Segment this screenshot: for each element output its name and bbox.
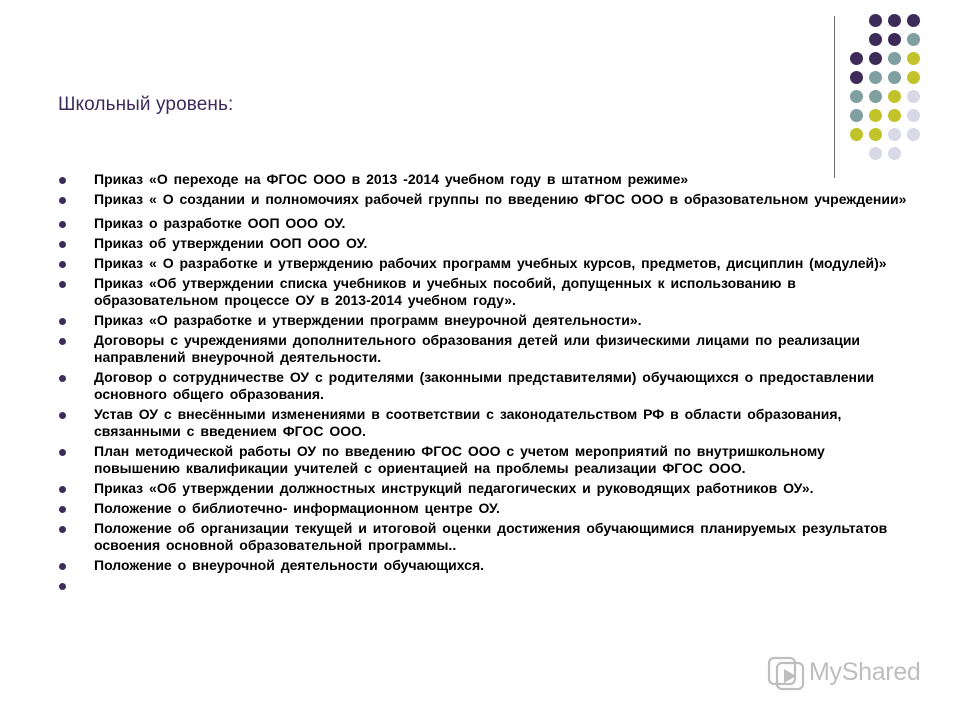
bullet-text: Положение о библиотечно- информационном центре ОУ. — [94, 500, 500, 516]
myshared-logo-icon — [766, 652, 806, 692]
slide-title: Школьный уровень: — [58, 94, 234, 115]
decor-dot — [907, 33, 920, 46]
bullet-icon — [59, 563, 66, 570]
vertical-divider — [834, 16, 835, 178]
bullet-icon — [59, 221, 66, 228]
dot-grid-decoration-icon — [850, 14, 950, 154]
decor-dot — [850, 52, 863, 65]
bullet-item — [56, 500, 916, 517]
bullet-icon — [59, 449, 66, 456]
bullet-icon — [59, 486, 66, 493]
decor-dot — [850, 90, 863, 103]
decor-dot — [907, 14, 920, 27]
bullet-item — [56, 255, 916, 272]
decor-dot — [888, 147, 901, 160]
bullet-text: Положение о внеурочной деятельности обучающихся. — [94, 557, 485, 573]
decor-dot — [907, 109, 920, 122]
bullet-item — [56, 369, 916, 403]
decor-dot — [888, 14, 901, 27]
bullet-icon — [59, 318, 66, 325]
decor-dot — [869, 52, 882, 65]
bullet-icon — [59, 412, 66, 419]
decor-dot — [869, 109, 882, 122]
bullet-icon — [59, 177, 66, 184]
bullet-icon — [59, 526, 66, 533]
bullet-text: Приказ «О переходе на ФГОС ООО в 2013 -2014 учебном году в штатном режиме» — [94, 171, 689, 187]
decor-dot — [907, 90, 920, 103]
decor-dot — [888, 71, 901, 84]
bullet-text: Положение об организации текущей и итоговой оценки достижения обучающимися планируемых результатов освоения основной образовательной программы.. — [94, 520, 888, 553]
bullet-item — [56, 275, 916, 309]
bullet-icon — [59, 241, 66, 248]
bullet-text: Устав ОУ с внесёнными изменениями в соответствии с законодательством РФ в области образования, связанными с введением ФГОС ООО. — [94, 406, 842, 439]
decor-dot — [850, 71, 863, 84]
bullet-item — [56, 332, 916, 366]
bullet-item — [56, 406, 916, 440]
bullet-text: Приказ «Об утверждении должностных инструкций педагогических и руководящих работников ОУ». — [94, 480, 814, 496]
decor-dot — [869, 71, 882, 84]
bullet-icon — [59, 506, 66, 513]
decor-dot — [907, 71, 920, 84]
bullet-text: Приказ « О создании и полномочиях рабочей группы по введению ФГОС ООО в образовательном учреждении» — [94, 191, 907, 207]
decor-dot — [888, 109, 901, 122]
decor-dot — [850, 109, 863, 122]
bullet-icon — [59, 583, 66, 590]
decor-dot — [888, 33, 901, 46]
bullet-icon — [59, 338, 66, 345]
bullet-text: Приказ о разработке ООП ООО ОУ. — [94, 215, 346, 231]
bullet-item — [56, 235, 916, 252]
watermark-text: MyShared — [809, 657, 921, 686]
bullet-text: Приказ об утверждении ООП ООО ОУ. — [94, 235, 368, 251]
decor-dot — [869, 14, 882, 27]
bullet-item — [56, 443, 916, 477]
bullet-text: Приказ «О разработке и утверждении программ внеурочной деятельности». — [94, 312, 642, 328]
decor-dot — [888, 90, 901, 103]
bullet-text: Договоры с учреждениями дополнительного образования детей или физическими лицами по реализации направлений внеурочной деятельности. — [94, 332, 861, 365]
decor-dot — [869, 147, 882, 160]
decor-dot — [888, 52, 901, 65]
decor-dot — [850, 128, 863, 141]
bullet-item — [56, 191, 916, 208]
bullet-item — [56, 312, 916, 329]
bullet-text: План методической работы ОУ по введению ФГОС ООО с учетом мероприятий по внутришкольному повышению квалификации учителей с ориентацией на проблемы реализации ФГОС ООО. — [94, 443, 825, 476]
decor-dot — [869, 90, 882, 103]
decor-dot — [888, 128, 901, 141]
bullet-item — [56, 520, 916, 554]
bullet-item — [56, 171, 916, 188]
bullet-text: Приказ « О разработке и утверждению рабочих программ учебных курсов, предметов, дисциплин (модулей)» — [94, 255, 887, 271]
bullet-icon — [59, 197, 66, 204]
watermark — [766, 652, 921, 692]
bullet-item — [56, 480, 916, 497]
bullet-item — [56, 557, 916, 574]
decor-dot — [907, 52, 920, 65]
bullet-text: Договор о сотрудничестве ОУ с родителями (законными представителями) обучающихся о предоставлении основного общего образования. — [94, 369, 875, 402]
decor-dot — [907, 128, 920, 141]
bullet-icon — [59, 281, 66, 288]
bullet-text: Приказ «Об утверждении списка учебников и учебных пособий, допущенных к использованию в образовательном процессе ОУ в 2013-2014 учебном году». — [94, 275, 796, 308]
bullet-item — [56, 215, 916, 232]
decor-dot — [869, 128, 882, 141]
decor-dot — [869, 33, 882, 46]
bullet-list — [56, 171, 916, 577]
bullet-icon — [59, 261, 66, 268]
bullet-icon — [59, 375, 66, 382]
